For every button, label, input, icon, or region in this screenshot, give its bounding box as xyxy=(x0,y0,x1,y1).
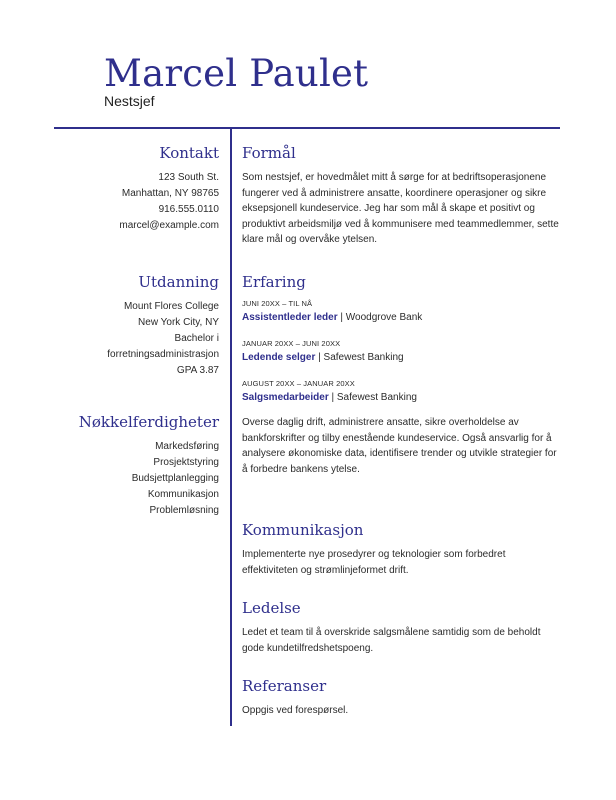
contact-section xyxy=(119,144,219,234)
skill-item: Markedsføring xyxy=(155,441,219,452)
skill-item: Budsjettplanlegging xyxy=(131,473,219,484)
references-section xyxy=(242,677,562,719)
contact-city: Manhattan, NY 98765 xyxy=(121,188,219,199)
education-degree: Bachelor i xyxy=(174,333,219,344)
job-title: Ledende selger xyxy=(242,352,316,363)
references-heading: Referanser xyxy=(242,677,327,695)
job-dates: AUGUST 20XX – JANUAR 20XX xyxy=(242,379,355,388)
job-dates: JUNI 20XX – TIL NÅ xyxy=(242,299,313,308)
candidate-name: Marcel Paulet xyxy=(104,52,369,95)
job-separator: | xyxy=(331,392,335,403)
job-company: Woodgrove Bank xyxy=(345,312,423,323)
job-dates: JANUAR 20XX – JUNI 20XX xyxy=(242,339,341,348)
job-title: Salgsmedarbeider xyxy=(242,392,329,403)
skill-item: Prosjektstyring xyxy=(153,457,219,468)
header-divider xyxy=(54,127,560,129)
leadership-section xyxy=(242,599,562,656)
contact-address: 123 South St. xyxy=(158,172,219,183)
leadership-heading: Ledelse xyxy=(242,599,301,617)
contact-phone: 916.555.0110 xyxy=(158,204,219,215)
skills-section xyxy=(79,413,219,519)
objective-text: Som nestsjef, er hovedmålet mitt å sørge for at bedriftsoperasjonene fungerer ved å administrere ansatte, koordinere operasjoner og sikre eksepsjonell kundeservice. Jeg har som mål å skape et positivt og produktivt arbeidsmiljø ved å kommunisere med teammedlemmer, sette klare mål og overvåke ytelsen. xyxy=(242,172,559,245)
communication-section xyxy=(242,521,562,578)
skills-heading: Nøkkelferdigheter xyxy=(78,413,219,431)
column-divider xyxy=(230,129,232,726)
job-entry xyxy=(242,339,562,363)
education-heading: Utdanning xyxy=(138,273,219,291)
education-school: Mount Flores College xyxy=(123,301,219,312)
job-separator: | xyxy=(318,352,321,363)
education-gpa: GPA 3.87 xyxy=(176,365,219,376)
objective-heading: Formål xyxy=(242,144,296,162)
job-company: Safewest Banking xyxy=(336,392,417,403)
objective-section xyxy=(242,144,562,248)
job-entry xyxy=(242,299,562,323)
job-separator: | xyxy=(340,312,343,323)
job-title: Assistentleder leder xyxy=(242,312,338,323)
contact-email: marcel@example.com xyxy=(119,220,219,231)
skill-item: Kommunikasjon xyxy=(147,489,219,500)
education-location: New York City, NY xyxy=(138,317,219,328)
experience-section xyxy=(242,273,562,477)
candidate-role: Nestsjef xyxy=(104,93,155,109)
communication-heading: Kommunikasjon xyxy=(242,521,364,539)
job-company: Safewest Banking xyxy=(323,352,404,363)
experience-description: Overse daglig drift, administrere ansatte, sikre overholdelse av bankforskrifter og tilby enestående kundeservice. Også ansvarlig for å analysere økonomiske data, identifisere trender og utvikle strategier for å forbedre bankens ytelse. xyxy=(242,417,557,475)
leadership-text: Ledet et team til å overskride salgsmålene samtidig som de beholdt gode kundetilfredshetspoeng. xyxy=(242,627,541,654)
education-section xyxy=(107,273,219,379)
job-entry xyxy=(242,379,562,403)
contact-heading: Kontakt xyxy=(159,144,219,162)
communication-text: Implementerte nye prosedyrer og teknologier som forbedret effektiviteten og strømlinjeformet drift. xyxy=(242,549,506,576)
education-field: forretningsadministrasjon xyxy=(107,349,219,360)
experience-heading: Erfaring xyxy=(242,273,306,291)
skill-item: Problemløsning xyxy=(149,505,219,516)
references-text: Oppgis ved forespørsel. xyxy=(242,705,349,716)
